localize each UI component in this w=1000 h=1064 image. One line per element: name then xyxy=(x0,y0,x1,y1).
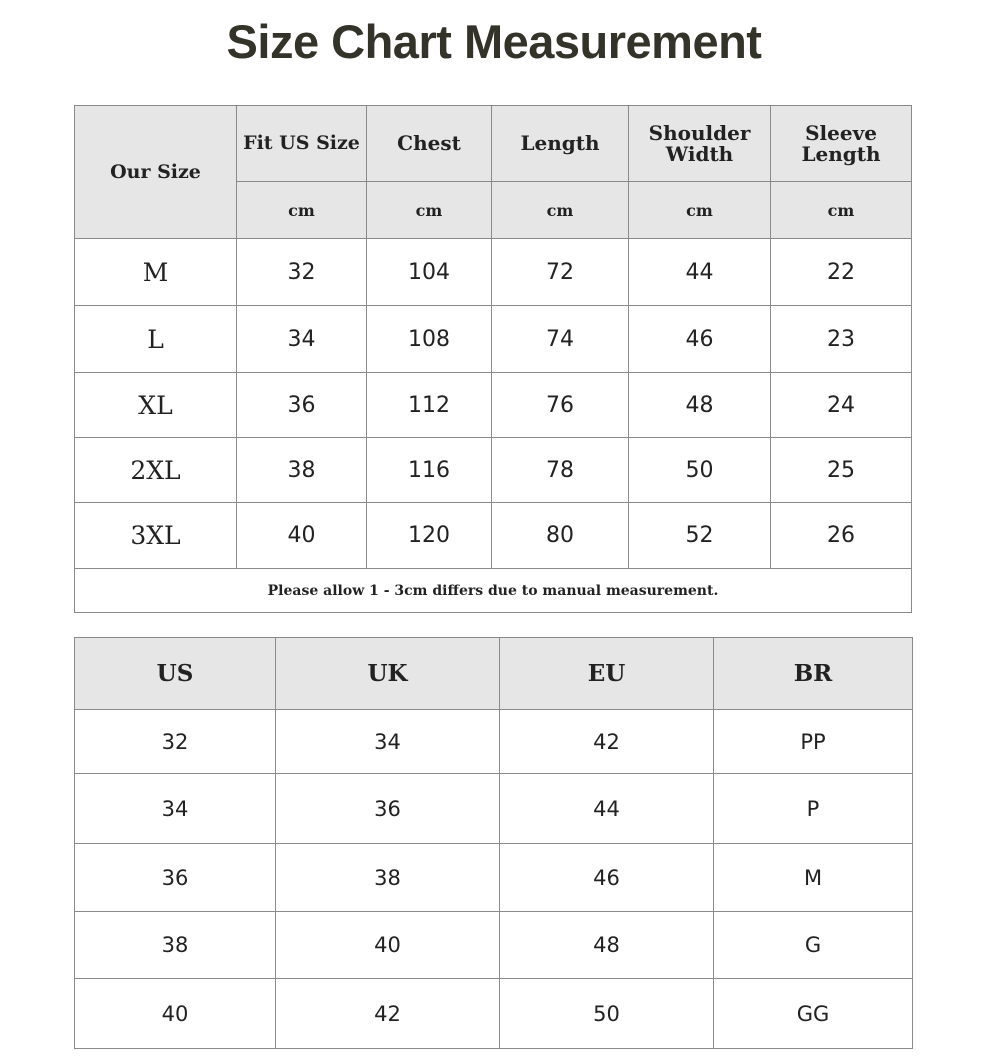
table-row xyxy=(75,239,912,306)
size-cell: L xyxy=(75,306,237,373)
sleeve-length-cell: 25 xyxy=(771,438,912,503)
header-uk: UK xyxy=(276,638,500,710)
sleeve-length-cell: 24 xyxy=(771,373,912,438)
size-cell: 3XL xyxy=(75,503,237,569)
length-cell: 80 xyxy=(492,503,629,569)
uk-cell: 36 xyxy=(276,774,500,844)
uk-cell: 42 xyxy=(276,979,500,1049)
eu-cell: 48 xyxy=(500,912,714,979)
note-row xyxy=(75,569,912,613)
fit-us-size-cell: 36 xyxy=(237,373,367,438)
eu-cell: 46 xyxy=(500,844,714,912)
shoulder-width-cell: 52 xyxy=(629,503,771,569)
shoulder-width-cell: 50 xyxy=(629,438,771,503)
br-cell: G xyxy=(714,912,913,979)
header-fit-us-size: Fit US Size xyxy=(237,106,367,182)
sleeve-length-cell: 23 xyxy=(771,306,912,373)
fit-us-size-cell: 38 xyxy=(237,438,367,503)
us-cell: 32 xyxy=(75,710,276,774)
table-row xyxy=(75,774,913,844)
us-cell: 40 xyxy=(75,979,276,1049)
header-eu: EU xyxy=(500,638,714,710)
header-chest: Chest xyxy=(367,106,492,182)
chest-cell: 120 xyxy=(367,503,492,569)
table-row xyxy=(75,373,912,438)
br-cell: GG xyxy=(714,979,913,1049)
uk-cell: 38 xyxy=(276,844,500,912)
eu-cell: 42 xyxy=(500,710,714,774)
size-cell: M xyxy=(75,239,237,306)
unit-cell: cm xyxy=(629,182,771,239)
shoulder-width-cell: 44 xyxy=(629,239,771,306)
size-chart-header-row xyxy=(75,106,912,182)
unit-cell: cm xyxy=(771,182,912,239)
header-br: BR xyxy=(714,638,913,710)
shoulder-width-cell: 48 xyxy=(629,373,771,438)
length-cell: 72 xyxy=(492,239,629,306)
length-cell: 76 xyxy=(492,373,629,438)
header-shoulder-width xyxy=(629,106,771,182)
fit-us-size-cell: 34 xyxy=(237,306,367,373)
unit-cell: cm xyxy=(492,182,629,239)
br-cell: M xyxy=(714,844,913,912)
measurement-note: Please allow 1 - 3cm differs due to manual measurement. xyxy=(75,569,912,613)
page-title: Size Chart Measurement xyxy=(226,15,762,68)
chest-cell: 108 xyxy=(367,306,492,373)
table-row xyxy=(75,979,913,1049)
header-sleeve-length-line2: Length xyxy=(801,141,881,166)
fit-us-size-cell: 40 xyxy=(237,503,367,569)
chest-cell: 116 xyxy=(367,438,492,503)
unit-cell: cm xyxy=(237,182,367,239)
shoulder-width-cell: 46 xyxy=(629,306,771,373)
sleeve-length-cell: 26 xyxy=(771,503,912,569)
length-cell: 78 xyxy=(492,438,629,503)
size-chart-table xyxy=(74,105,912,613)
unit-cell: cm xyxy=(367,182,492,239)
table-row xyxy=(75,710,913,774)
table-row xyxy=(75,912,913,979)
eu-cell: 50 xyxy=(500,979,714,1049)
table-row xyxy=(75,306,912,373)
conversion-header-row xyxy=(75,638,913,710)
length-cell: 74 xyxy=(492,306,629,373)
fit-us-size-cell: 32 xyxy=(237,239,367,306)
br-cell: P xyxy=(714,774,913,844)
chest-cell: 104 xyxy=(367,239,492,306)
chest-cell: 112 xyxy=(367,373,492,438)
header-us: US xyxy=(75,638,276,710)
us-cell: 34 xyxy=(75,774,276,844)
br-cell: PP xyxy=(714,710,913,774)
table-row xyxy=(75,844,913,912)
sleeve-length-cell: 22 xyxy=(771,239,912,306)
size-cell: XL xyxy=(75,373,237,438)
table-row xyxy=(75,503,912,569)
uk-cell: 40 xyxy=(276,912,500,979)
header-sleeve-length xyxy=(771,106,912,182)
header-shoulder-width-line2: Width xyxy=(665,141,734,166)
us-cell: 36 xyxy=(75,844,276,912)
header-sleeve-length-line1: Sleeve xyxy=(805,120,877,145)
size-conversion-table xyxy=(74,637,913,1049)
size-cell: 2XL xyxy=(75,438,237,503)
header-length: Length xyxy=(492,106,629,182)
header-shoulder-width-line1: Shoulder xyxy=(648,120,751,145)
uk-cell: 34 xyxy=(276,710,500,774)
eu-cell: 44 xyxy=(500,774,714,844)
us-cell: 38 xyxy=(75,912,276,979)
header-our-size: Our Size xyxy=(75,106,237,239)
table-row xyxy=(75,438,912,503)
